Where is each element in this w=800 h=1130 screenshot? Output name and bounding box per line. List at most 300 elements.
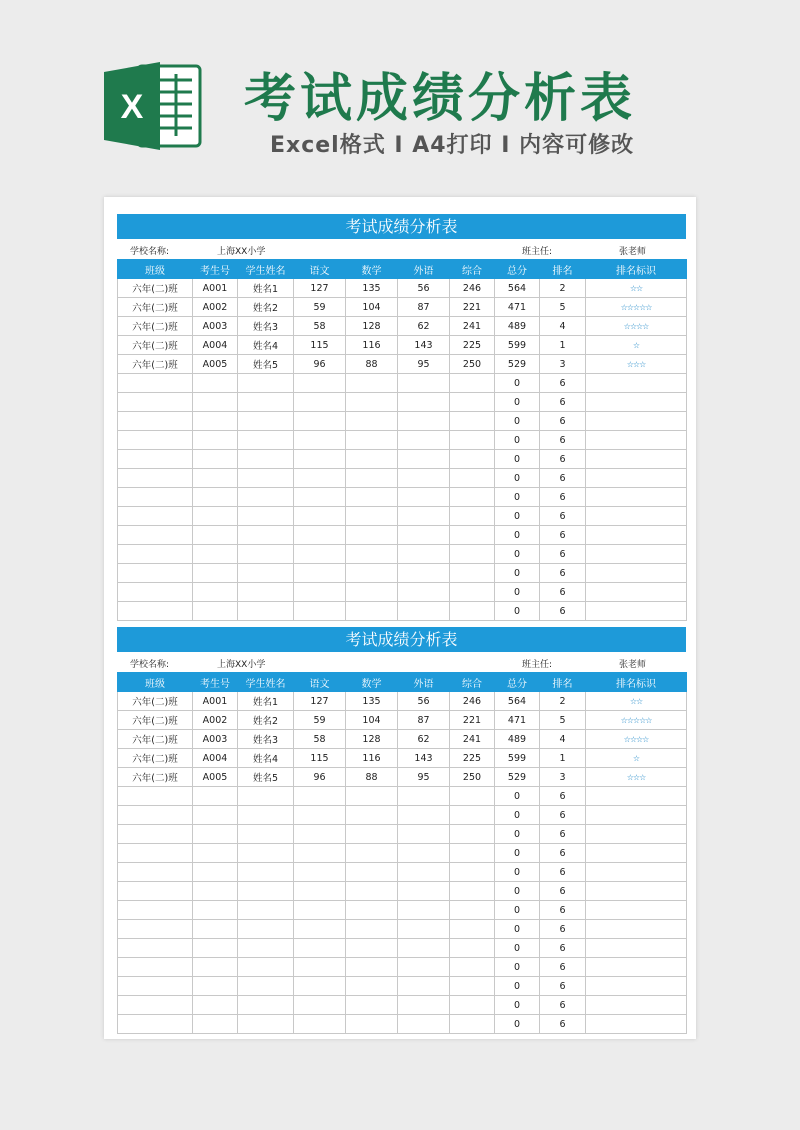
table-cell[interactable] <box>398 825 450 844</box>
table-cell[interactable] <box>450 977 495 996</box>
table-cell[interactable] <box>193 825 238 844</box>
table-cell[interactable] <box>398 1015 450 1034</box>
table-cell[interactable]: 4 <box>540 317 586 336</box>
table-cell[interactable] <box>398 844 450 863</box>
table-cell[interactable]: 0 <box>495 863 540 882</box>
table-cell[interactable] <box>294 602 346 621</box>
table-cell[interactable] <box>118 507 193 526</box>
table-cell[interactable] <box>118 374 193 393</box>
table-cell[interactable] <box>238 488 294 507</box>
table-cell[interactable]: 59 <box>294 711 346 730</box>
table-cell[interactable] <box>346 958 398 977</box>
table-cell[interactable]: 128 <box>346 317 398 336</box>
table-cell[interactable]: 6 <box>540 488 586 507</box>
table-cell[interactable] <box>294 806 346 825</box>
table-cell[interactable] <box>346 469 398 488</box>
table-cell[interactable] <box>238 863 294 882</box>
table-cell[interactable] <box>238 374 294 393</box>
table-cell[interactable] <box>398 602 450 621</box>
table-cell[interactable] <box>398 958 450 977</box>
table-cell[interactable] <box>346 488 398 507</box>
table-cell[interactable] <box>294 450 346 469</box>
table-cell[interactable]: A002 <box>193 711 238 730</box>
table-cell[interactable] <box>193 526 238 545</box>
table-cell[interactable] <box>118 977 193 996</box>
table-cell[interactable]: 143 <box>398 749 450 768</box>
table-cell[interactable]: 6 <box>540 958 586 977</box>
table-cell[interactable]: 六年(二)班 <box>118 711 193 730</box>
table-cell[interactable] <box>450 412 495 431</box>
table-cell[interactable] <box>193 863 238 882</box>
table-cell[interactable] <box>346 882 398 901</box>
table-cell[interactable] <box>118 920 193 939</box>
table-cell[interactable] <box>398 977 450 996</box>
table-cell[interactable]: 115 <box>294 749 346 768</box>
rank-stars[interactable]: ☆☆☆☆ <box>586 730 687 749</box>
table-cell[interactable]: 6 <box>540 996 586 1015</box>
table-cell[interactable]: 6 <box>540 374 586 393</box>
table-cell[interactable]: 221 <box>450 298 495 317</box>
table-cell[interactable] <box>398 939 450 958</box>
table-cell[interactable]: A005 <box>193 355 238 374</box>
table-cell[interactable]: 1 <box>540 749 586 768</box>
table-cell[interactable] <box>238 412 294 431</box>
table-cell[interactable]: 599 <box>495 749 540 768</box>
table-cell[interactable] <box>398 526 450 545</box>
table-cell[interactable] <box>346 583 398 602</box>
rank-stars[interactable]: ☆☆☆ <box>586 768 687 787</box>
rank-stars[interactable] <box>586 806 687 825</box>
table-cell[interactable] <box>118 939 193 958</box>
table-cell[interactable]: 6 <box>540 806 586 825</box>
table-cell[interactable] <box>238 450 294 469</box>
rank-stars[interactable] <box>586 996 687 1015</box>
table-cell[interactable]: 0 <box>495 958 540 977</box>
table-cell[interactable]: 529 <box>495 355 540 374</box>
table-cell[interactable]: 6 <box>540 920 586 939</box>
table-cell[interactable] <box>398 374 450 393</box>
table-cell[interactable]: 246 <box>450 692 495 711</box>
table-cell[interactable] <box>238 806 294 825</box>
table-cell[interactable] <box>118 901 193 920</box>
table-cell[interactable]: 0 <box>495 393 540 412</box>
table-cell[interactable]: 0 <box>495 374 540 393</box>
table-cell[interactable] <box>450 996 495 1015</box>
rank-stars[interactable]: ☆☆☆☆☆ <box>586 298 687 317</box>
table-cell[interactable]: 姓名2 <box>238 711 294 730</box>
table-cell[interactable] <box>398 920 450 939</box>
table-cell[interactable]: 59 <box>294 298 346 317</box>
table-cell[interactable] <box>193 806 238 825</box>
table-cell[interactable]: 2 <box>540 279 586 298</box>
table-cell[interactable] <box>193 1015 238 1034</box>
table-cell[interactable]: 88 <box>346 355 398 374</box>
table-cell[interactable] <box>118 996 193 1015</box>
table-cell[interactable] <box>238 882 294 901</box>
table-cell[interactable] <box>238 545 294 564</box>
table-cell[interactable]: 88 <box>346 768 398 787</box>
rank-stars[interactable] <box>586 431 687 450</box>
rank-stars[interactable] <box>586 564 687 583</box>
table-cell[interactable] <box>398 863 450 882</box>
table-cell[interactable] <box>118 602 193 621</box>
table-cell[interactable]: 104 <box>346 711 398 730</box>
table-cell[interactable] <box>193 374 238 393</box>
rank-stars[interactable] <box>586 863 687 882</box>
table-cell[interactable]: 0 <box>495 806 540 825</box>
table-cell[interactable]: 姓名4 <box>238 749 294 768</box>
table-cell[interactable] <box>193 583 238 602</box>
table-cell[interactable] <box>238 958 294 977</box>
table-cell[interactable] <box>238 977 294 996</box>
table-cell[interactable]: A004 <box>193 749 238 768</box>
table-cell[interactable] <box>294 564 346 583</box>
table-cell[interactable]: 姓名5 <box>238 768 294 787</box>
table-cell[interactable] <box>450 526 495 545</box>
rank-stars[interactable] <box>586 958 687 977</box>
table-cell[interactable]: 127 <box>294 692 346 711</box>
table-cell[interactable] <box>346 507 398 526</box>
table-cell[interactable] <box>450 825 495 844</box>
table-cell[interactable] <box>398 996 450 1015</box>
table-cell[interactable] <box>118 450 193 469</box>
table-cell[interactable] <box>238 507 294 526</box>
table-cell[interactable] <box>450 863 495 882</box>
table-cell[interactable] <box>346 374 398 393</box>
table-cell[interactable] <box>118 844 193 863</box>
table-cell[interactable]: 56 <box>398 692 450 711</box>
table-cell[interactable]: A004 <box>193 336 238 355</box>
table-cell[interactable] <box>294 1015 346 1034</box>
table-cell[interactable] <box>346 602 398 621</box>
table-cell[interactable]: 姓名2 <box>238 298 294 317</box>
table-cell[interactable]: 471 <box>495 298 540 317</box>
table-cell[interactable] <box>398 412 450 431</box>
table-cell[interactable]: 58 <box>294 317 346 336</box>
table-cell[interactable] <box>238 469 294 488</box>
rank-stars[interactable] <box>586 488 687 507</box>
table-cell[interactable]: 3 <box>540 768 586 787</box>
rank-stars[interactable] <box>586 1015 687 1034</box>
table-cell[interactable] <box>238 526 294 545</box>
table-cell[interactable] <box>294 901 346 920</box>
table-cell[interactable]: 4 <box>540 730 586 749</box>
table-cell[interactable] <box>450 920 495 939</box>
table-cell[interactable] <box>346 939 398 958</box>
table-cell[interactable] <box>346 901 398 920</box>
rank-stars[interactable]: ☆☆ <box>586 279 687 298</box>
table-cell[interactable] <box>118 564 193 583</box>
table-cell[interactable]: 0 <box>495 602 540 621</box>
table-cell[interactable] <box>346 863 398 882</box>
table-cell[interactable] <box>193 958 238 977</box>
table-cell[interactable] <box>193 939 238 958</box>
table-cell[interactable] <box>346 431 398 450</box>
table-cell[interactable]: 1 <box>540 336 586 355</box>
table-cell[interactable]: 六年(二)班 <box>118 730 193 749</box>
table-cell[interactable]: 0 <box>495 1015 540 1034</box>
table-cell[interactable] <box>294 507 346 526</box>
table-cell[interactable] <box>450 882 495 901</box>
table-cell[interactable]: 6 <box>540 526 586 545</box>
table-cell[interactable]: 姓名5 <box>238 355 294 374</box>
rank-stars[interactable]: ☆☆☆☆☆ <box>586 711 687 730</box>
table-cell[interactable] <box>398 507 450 526</box>
table-cell[interactable] <box>450 393 495 412</box>
table-cell[interactable]: 5 <box>540 711 586 730</box>
table-cell[interactable]: 0 <box>495 488 540 507</box>
rank-stars[interactable] <box>586 507 687 526</box>
table-cell[interactable] <box>193 882 238 901</box>
table-cell[interactable] <box>118 431 193 450</box>
table-cell[interactable] <box>238 920 294 939</box>
table-cell[interactable]: 0 <box>495 920 540 939</box>
table-cell[interactable] <box>398 450 450 469</box>
table-cell[interactable]: 6 <box>540 939 586 958</box>
table-cell[interactable]: 0 <box>495 469 540 488</box>
table-cell[interactable]: 95 <box>398 355 450 374</box>
table-cell[interactable] <box>294 958 346 977</box>
table-cell[interactable] <box>238 431 294 450</box>
rank-stars[interactable] <box>586 412 687 431</box>
table-cell[interactable] <box>398 488 450 507</box>
rank-stars[interactable]: ☆ <box>586 749 687 768</box>
table-cell[interactable]: 87 <box>398 711 450 730</box>
rank-stars[interactable] <box>586 882 687 901</box>
table-cell[interactable] <box>450 958 495 977</box>
table-cell[interactable] <box>450 806 495 825</box>
table-cell[interactable]: 241 <box>450 730 495 749</box>
table-cell[interactable]: 6 <box>540 450 586 469</box>
table-cell[interactable] <box>450 1015 495 1034</box>
table-cell[interactable] <box>118 863 193 882</box>
table-cell[interactable]: 0 <box>495 583 540 602</box>
table-cell[interactable] <box>294 882 346 901</box>
table-cell[interactable] <box>294 526 346 545</box>
table-cell[interactable]: 6 <box>540 564 586 583</box>
rank-stars[interactable] <box>586 787 687 806</box>
table-cell[interactable] <box>450 545 495 564</box>
table-cell[interactable]: 241 <box>450 317 495 336</box>
table-cell[interactable]: A005 <box>193 768 238 787</box>
table-cell[interactable] <box>193 507 238 526</box>
table-cell[interactable] <box>118 806 193 825</box>
table-cell[interactable] <box>294 920 346 939</box>
table-cell[interactable]: 0 <box>495 882 540 901</box>
table-cell[interactable] <box>346 825 398 844</box>
table-cell[interactable] <box>346 787 398 806</box>
table-cell[interactable] <box>294 825 346 844</box>
table-cell[interactable] <box>450 488 495 507</box>
table-cell[interactable] <box>118 469 193 488</box>
table-cell[interactable]: 96 <box>294 355 346 374</box>
table-cell[interactable] <box>193 787 238 806</box>
table-cell[interactable]: 6 <box>540 469 586 488</box>
table-cell[interactable] <box>346 393 398 412</box>
table-cell[interactable]: 143 <box>398 336 450 355</box>
table-cell[interactable] <box>193 844 238 863</box>
table-cell[interactable] <box>294 393 346 412</box>
table-cell[interactable] <box>193 996 238 1015</box>
table-cell[interactable]: A003 <box>193 730 238 749</box>
table-cell[interactable] <box>193 977 238 996</box>
table-cell[interactable]: 6 <box>540 431 586 450</box>
table-cell[interactable] <box>346 844 398 863</box>
table-cell[interactable] <box>346 806 398 825</box>
table-cell[interactable] <box>450 564 495 583</box>
table-cell[interactable]: 95 <box>398 768 450 787</box>
table-cell[interactable] <box>346 564 398 583</box>
table-cell[interactable]: 6 <box>540 1015 586 1034</box>
rank-stars[interactable] <box>586 825 687 844</box>
table-cell[interactable] <box>294 583 346 602</box>
table-cell[interactable] <box>398 901 450 920</box>
table-cell[interactable] <box>238 393 294 412</box>
table-cell[interactable]: 0 <box>495 526 540 545</box>
table-cell[interactable]: 0 <box>495 977 540 996</box>
table-cell[interactable] <box>450 507 495 526</box>
table-cell[interactable] <box>450 939 495 958</box>
table-cell[interactable]: 489 <box>495 317 540 336</box>
table-cell[interactable] <box>398 787 450 806</box>
table-cell[interactable] <box>238 939 294 958</box>
table-cell[interactable]: 6 <box>540 863 586 882</box>
rank-stars[interactable] <box>586 844 687 863</box>
table-cell[interactable] <box>193 602 238 621</box>
table-cell[interactable] <box>294 412 346 431</box>
table-cell[interactable] <box>294 545 346 564</box>
rank-stars[interactable] <box>586 545 687 564</box>
table-cell[interactable]: 0 <box>495 412 540 431</box>
table-cell[interactable]: 0 <box>495 787 540 806</box>
table-cell[interactable]: 87 <box>398 298 450 317</box>
table-cell[interactable]: 135 <box>346 279 398 298</box>
table-cell[interactable] <box>193 920 238 939</box>
table-cell[interactable]: 0 <box>495 996 540 1015</box>
table-cell[interactable]: 0 <box>495 450 540 469</box>
rank-stars[interactable] <box>586 526 687 545</box>
table-cell[interactable]: 564 <box>495 692 540 711</box>
table-cell[interactable]: 6 <box>540 602 586 621</box>
rank-stars[interactable] <box>586 393 687 412</box>
table-cell[interactable] <box>398 545 450 564</box>
table-cell[interactable]: A002 <box>193 298 238 317</box>
table-cell[interactable]: 250 <box>450 768 495 787</box>
table-cell[interactable]: 0 <box>495 545 540 564</box>
rank-stars[interactable] <box>586 450 687 469</box>
table-cell[interactable] <box>193 412 238 431</box>
table-cell[interactable] <box>450 787 495 806</box>
table-cell[interactable]: 116 <box>346 749 398 768</box>
table-cell[interactable]: 6 <box>540 393 586 412</box>
table-cell[interactable] <box>398 469 450 488</box>
table-cell[interactable]: 104 <box>346 298 398 317</box>
table-cell[interactable] <box>450 431 495 450</box>
table-cell[interactable] <box>193 450 238 469</box>
table-cell[interactable]: 6 <box>540 412 586 431</box>
table-cell[interactable]: 62 <box>398 730 450 749</box>
table-cell[interactable]: A003 <box>193 317 238 336</box>
table-cell[interactable]: 56 <box>398 279 450 298</box>
table-cell[interactable]: 姓名3 <box>238 730 294 749</box>
table-cell[interactable]: 6 <box>540 882 586 901</box>
table-cell[interactable]: 0 <box>495 564 540 583</box>
table-cell[interactable]: 0 <box>495 844 540 863</box>
table-cell[interactable]: 564 <box>495 279 540 298</box>
table-cell[interactable]: 0 <box>495 825 540 844</box>
table-cell[interactable]: 姓名4 <box>238 336 294 355</box>
table-cell[interactable]: 六年(二)班 <box>118 768 193 787</box>
table-cell[interactable]: 6 <box>540 825 586 844</box>
table-cell[interactable] <box>238 996 294 1015</box>
rank-stars[interactable] <box>586 920 687 939</box>
table-cell[interactable] <box>450 374 495 393</box>
table-cell[interactable] <box>193 901 238 920</box>
table-cell[interactable] <box>238 844 294 863</box>
table-cell[interactable]: 128 <box>346 730 398 749</box>
rank-stars[interactable] <box>586 939 687 958</box>
table-cell[interactable]: 221 <box>450 711 495 730</box>
table-cell[interactable] <box>346 450 398 469</box>
table-cell[interactable] <box>294 996 346 1015</box>
table-cell[interactable] <box>238 583 294 602</box>
rank-stars[interactable]: ☆☆ <box>586 692 687 711</box>
table-cell[interactable] <box>118 1015 193 1034</box>
table-cell[interactable] <box>398 564 450 583</box>
table-cell[interactable]: 6 <box>540 901 586 920</box>
rank-stars[interactable] <box>586 602 687 621</box>
table-cell[interactable] <box>450 450 495 469</box>
table-cell[interactable] <box>238 602 294 621</box>
rank-stars[interactable] <box>586 469 687 488</box>
table-cell[interactable] <box>398 882 450 901</box>
table-cell[interactable] <box>450 469 495 488</box>
rank-stars[interactable]: ☆☆☆ <box>586 355 687 374</box>
table-cell[interactable] <box>294 488 346 507</box>
table-cell[interactable] <box>193 545 238 564</box>
table-cell[interactable]: 6 <box>540 545 586 564</box>
table-cell[interactable] <box>450 901 495 920</box>
table-cell[interactable]: 529 <box>495 768 540 787</box>
table-cell[interactable] <box>238 787 294 806</box>
table-cell[interactable]: 2 <box>540 692 586 711</box>
table-cell[interactable] <box>398 806 450 825</box>
table-cell[interactable]: 0 <box>495 939 540 958</box>
table-cell[interactable] <box>118 882 193 901</box>
table-cell[interactable]: A001 <box>193 279 238 298</box>
table-cell[interactable] <box>118 583 193 602</box>
table-cell[interactable] <box>193 488 238 507</box>
table-cell[interactable] <box>118 825 193 844</box>
table-cell[interactable] <box>118 526 193 545</box>
table-cell[interactable]: 0 <box>495 901 540 920</box>
table-cell[interactable]: 姓名1 <box>238 279 294 298</box>
table-cell[interactable] <box>450 583 495 602</box>
table-cell[interactable]: 6 <box>540 787 586 806</box>
table-cell[interactable]: 0 <box>495 507 540 526</box>
table-cell[interactable] <box>294 844 346 863</box>
table-cell[interactable]: 225 <box>450 749 495 768</box>
table-cell[interactable]: 225 <box>450 336 495 355</box>
table-cell[interactable] <box>294 863 346 882</box>
table-cell[interactable]: 250 <box>450 355 495 374</box>
table-cell[interactable]: 六年(二)班 <box>118 749 193 768</box>
rank-stars[interactable]: ☆ <box>586 336 687 355</box>
rank-stars[interactable] <box>586 374 687 393</box>
table-cell[interactable] <box>118 488 193 507</box>
table-cell[interactable] <box>294 374 346 393</box>
table-cell[interactable] <box>346 526 398 545</box>
